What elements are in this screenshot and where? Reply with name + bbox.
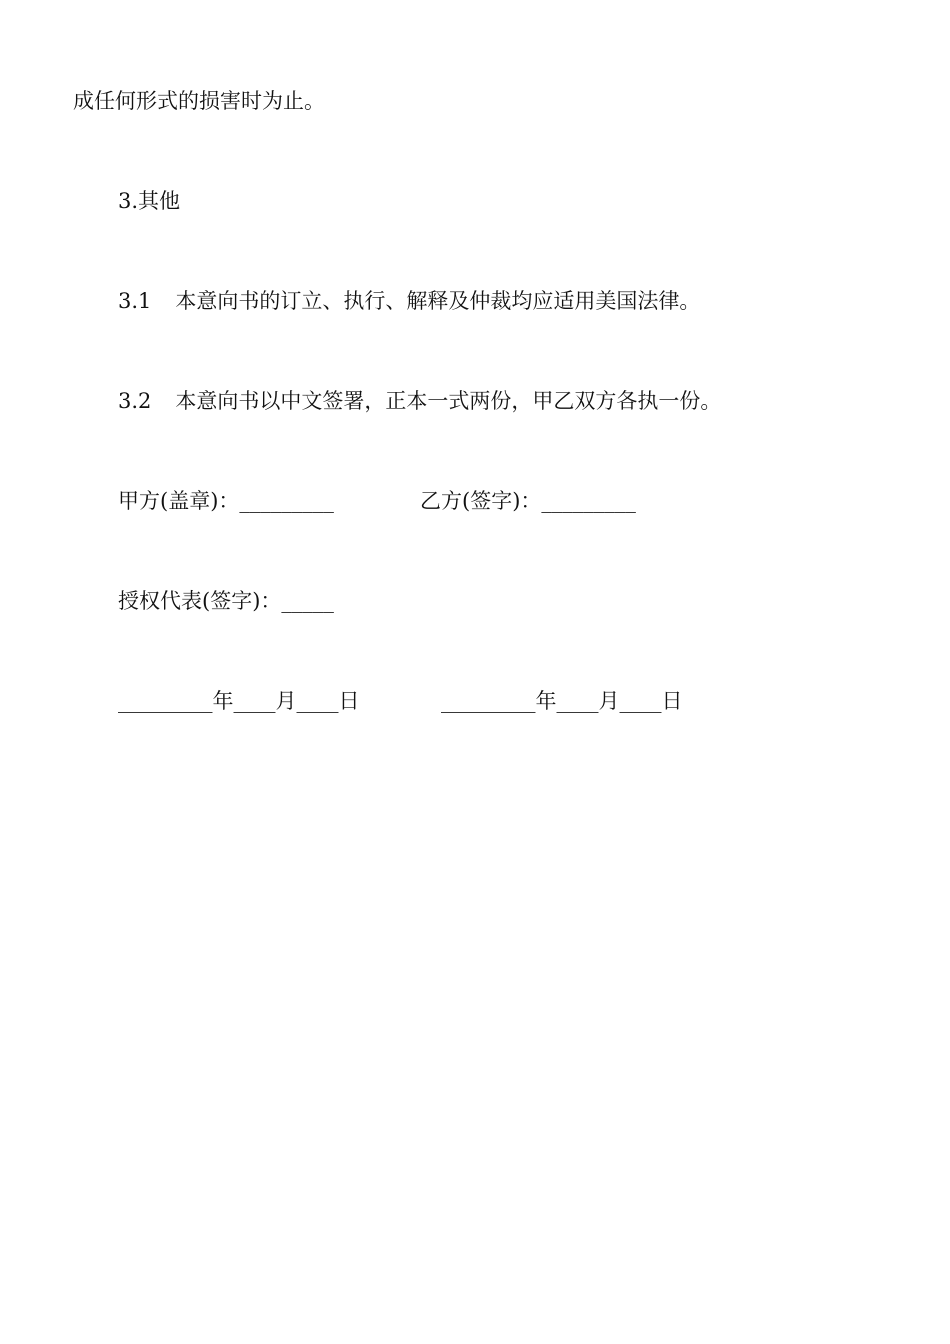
- party-a-signature-line: 甲方(盖章)：_________: [118, 489, 334, 513]
- party-b-signature-line: 乙方(签字)：_________: [420, 489, 636, 513]
- section-heading: 3.其他: [118, 189, 181, 213]
- date-line-party-b: _________年____月____日: [441, 689, 683, 713]
- continuation-text: 成任何形式的损害时为止。: [73, 89, 325, 113]
- date-line-party-a: _________年____月____日: [118, 689, 360, 713]
- representative-signature-line: 授权代表(签字)：_____: [118, 589, 334, 613]
- clause-number: 3.2: [118, 389, 152, 413]
- clause-text: 本意向书以中文签署，正本一式两份，甲乙双方各执一份。: [175, 389, 722, 413]
- clause-3-1: [118, 286, 700, 316]
- clause-number: 3.1: [118, 289, 152, 313]
- clause-3-2: [118, 386, 721, 416]
- clause-text: 本意向书的订立、执行、解释及仲裁均应适用美国法律。: [175, 289, 701, 313]
